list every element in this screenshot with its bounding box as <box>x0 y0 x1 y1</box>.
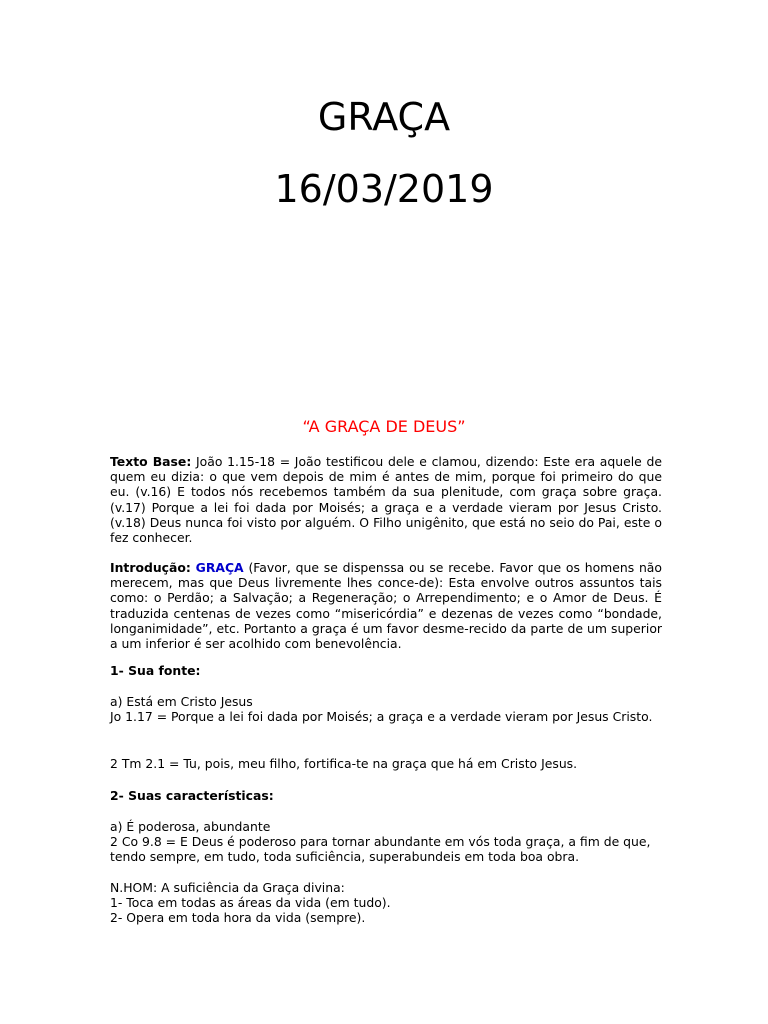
texto-base-label: Texto Base: <box>110 454 192 469</box>
introducao-label: Introdução: <box>110 560 191 575</box>
section1-item-a: a) Está em Cristo Jesus <box>110 694 253 709</box>
section2-ref1: 2 Co 9.8 = E Deus é poderoso para tornar abundante em vós toda graça, a fim de que, tendo sempre, em tudo, toda suficiência, superabundeis em toda boa obra. <box>110 834 651 865</box>
nhom-point-2: 2- Opera em toda hora da vida (sempre). <box>110 910 366 925</box>
nhom-title: N.HOM: A suficiência da Graça divina: <box>110 880 345 895</box>
nhom-point-1: 1- Toca em todas as áreas da vida (em tudo). <box>110 895 391 910</box>
introducao-keyword: GRAÇA <box>195 560 244 575</box>
section2-item-a: a) É poderosa, abundante <box>110 819 271 834</box>
document-date: 16/03/2019 <box>274 167 494 211</box>
texto-base-paragraph <box>110 454 662 545</box>
introducao-text: (Favor, que se dispenssa ou se recebe. Favor que os homens não merecem, mas que Deus livremente lhes conce-de): Esta envolve outros assuntos tais como: o Perdão; a Salvação; a Regeneração; o Arrependimento; e o Amor de Deus. É traduzida centenas de vezes como “misericórdia” e dezenas de vezes como “bondade, longanimidade”, etc. Portanto a graça é um favor desme-recido da parte de um superior a um inferior é ser acolhido com benevolência. <box>110 560 662 652</box>
introducao-paragraph <box>110 560 662 651</box>
section1-ref2: 2 Tm 2.1 = Tu, pois, meu filho, fortifica-te na graça que há em Cristo Jesus. <box>110 756 578 771</box>
sermon-subtitle: “A GRAÇA DE DEUS” <box>302 417 466 436</box>
section1-ref1: Jo 1.17 = Porque a lei foi dada por Moisés; a graça e a verdade vieram por Jesus Cristo. <box>110 709 653 724</box>
section1-heading: 1- Sua fonte: <box>110 663 201 678</box>
texto-base-text: João 1.15-18 = João testificou dele e clamou, dizendo: Este era aquele de quem eu dizia: o que vem depois de mim é antes de mim, porque foi primeiro do que eu. (v.16) E todos nós recebemos também da sua plenitude, com graça sobre graça. (v.17) Porque a lei foi dada por Moisés; a graça e a verdade vieram por Jesus Cristo. (v.18) Deus nunca foi visto por alguém. O Filho unigênito, que está no seio do Pai, este o fez conhecer. <box>110 454 662 546</box>
document-title: GRAÇA <box>317 95 451 139</box>
section2-heading: 2- Suas características: <box>110 788 274 803</box>
